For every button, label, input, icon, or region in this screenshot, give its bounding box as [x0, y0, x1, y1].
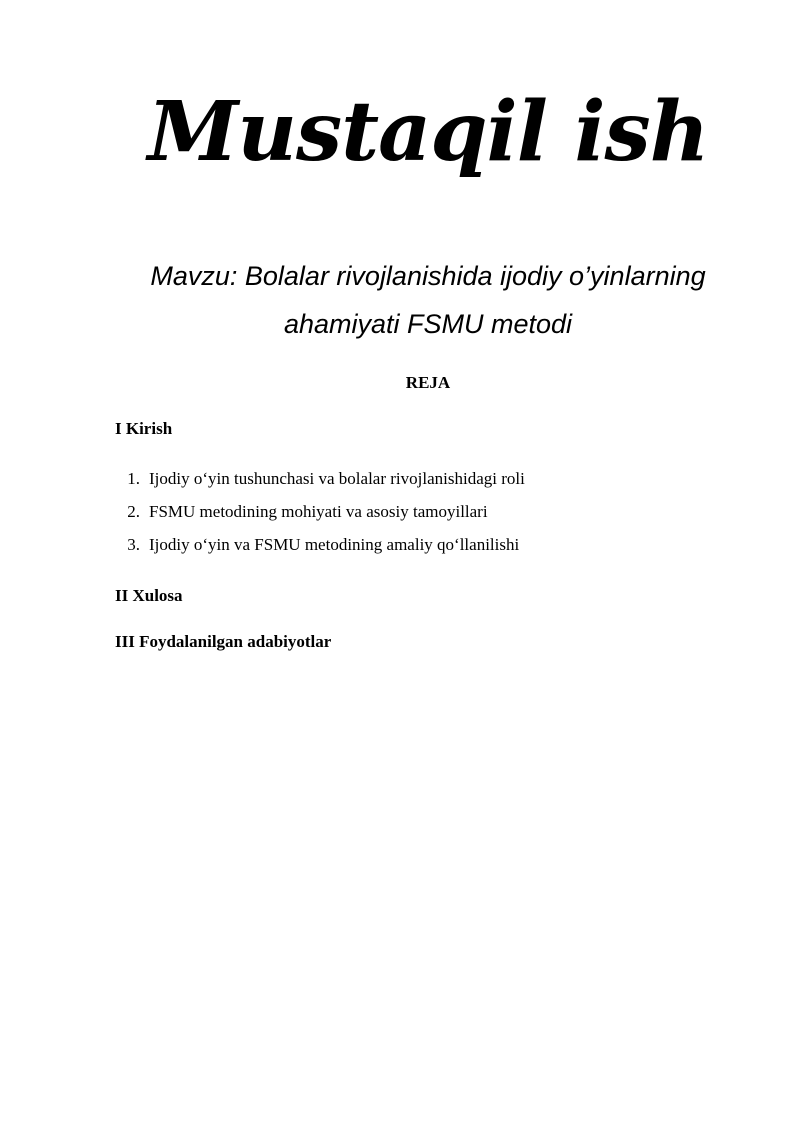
list-item [115, 501, 525, 534]
list-item-number: 1. [127, 469, 140, 488]
list-item-number: 2. [127, 502, 140, 521]
list-item [115, 534, 525, 567]
section-intro: I Kirish [115, 419, 173, 438]
document-title: Mustaqil ish [147, 84, 709, 180]
list-item-text: Ijodiy o‘yin va FSMU metodining amaliy qo‘llanilishi [149, 535, 520, 554]
plan-list [115, 468, 525, 567]
list-item-text: Ijodiy o‘yin tushunchasi va bolalar rivojlanishidagi roli [149, 469, 525, 488]
document-subject: Mavzu: Bolalar rivojlanishida ijodiy o’yinlarning ahamiyati FSMU metodi [150, 261, 706, 339]
section-conclusion: II Xulosa [115, 586, 183, 605]
list-item-text: FSMU metodining mohiyati va asosiy tamoyillari [149, 502, 488, 521]
list-item [115, 468, 525, 501]
section-references: III Foydalanilgan adabiyotlar [115, 632, 332, 651]
plan-heading: REJA [405, 373, 451, 392]
list-item-number: 3. [127, 535, 140, 554]
